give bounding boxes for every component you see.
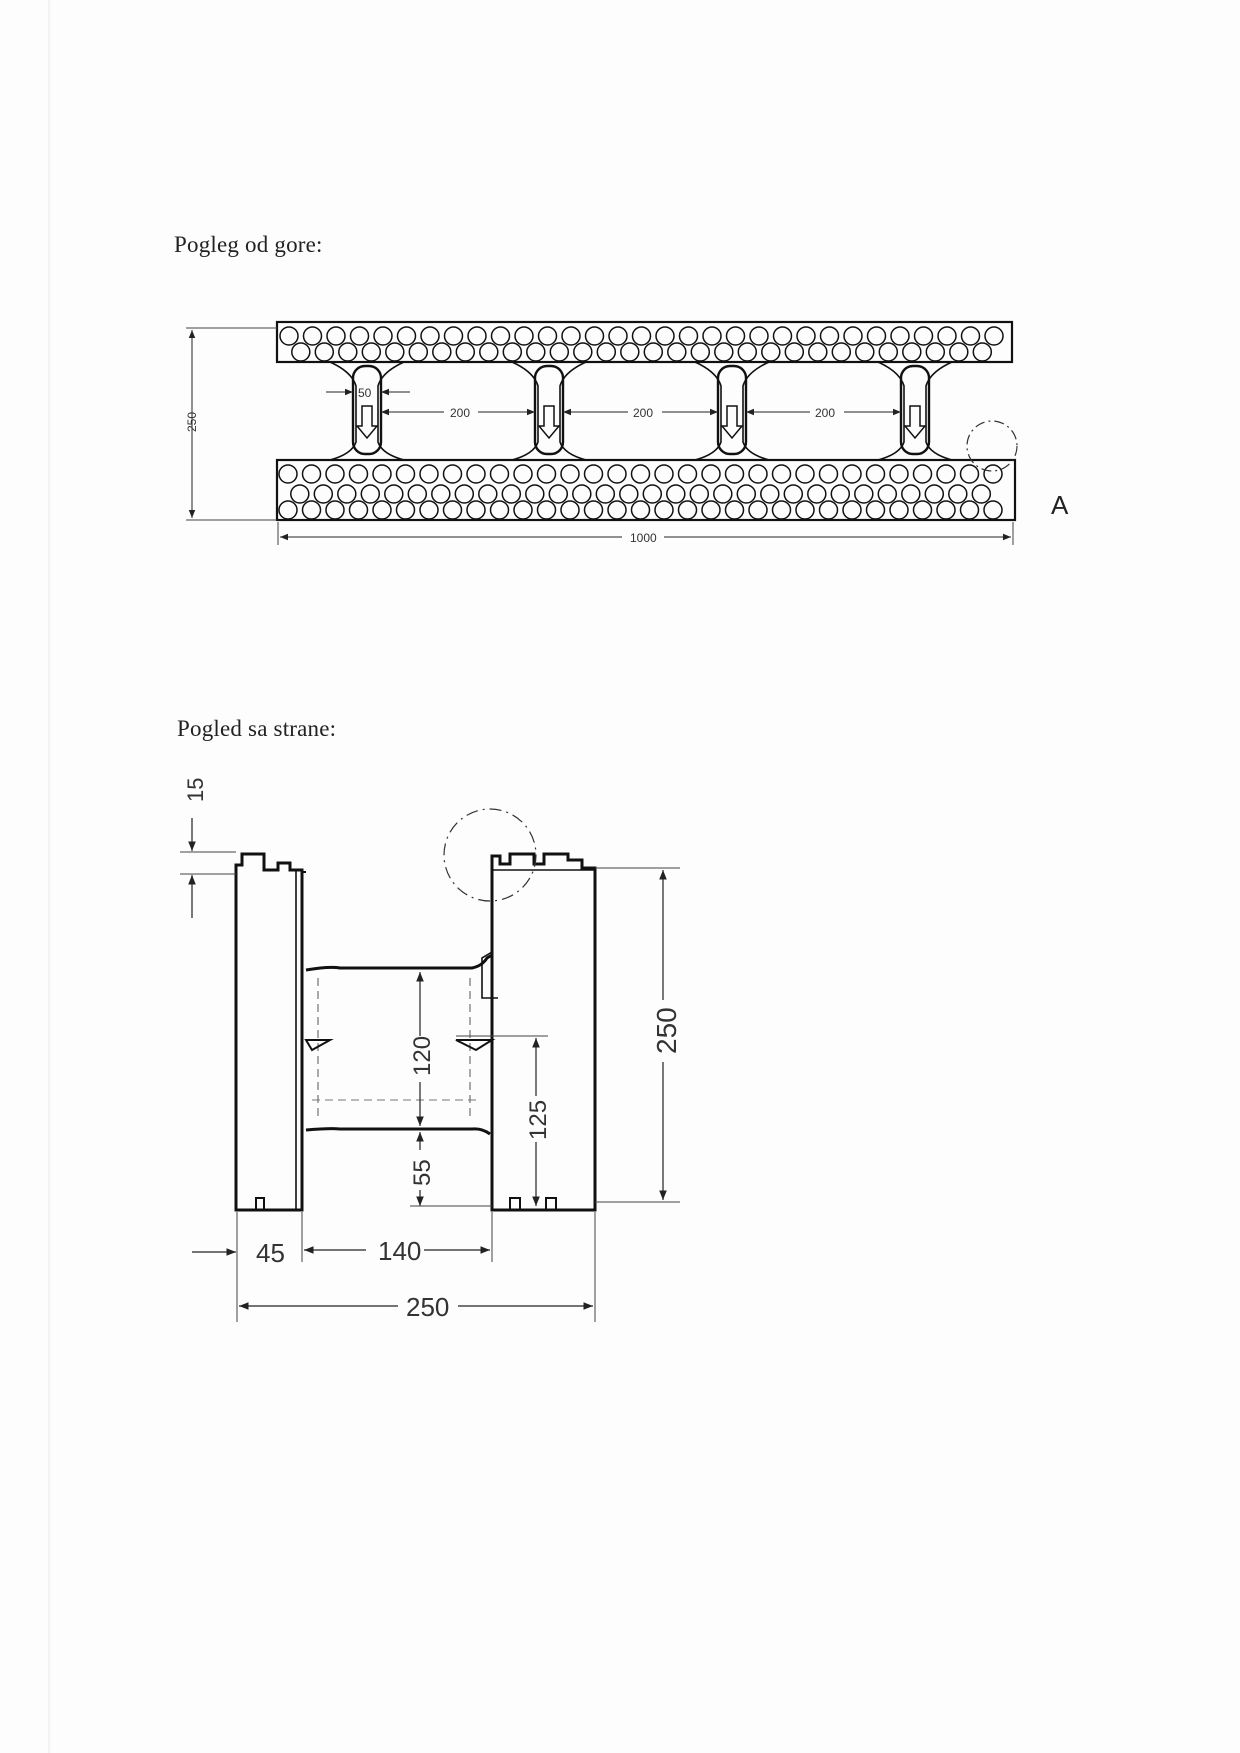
wall-thickness-dimension: 45 (256, 1238, 285, 1268)
right-height-dimension: 250 (651, 1007, 682, 1054)
total-width-dimension: 250 (406, 1292, 450, 1322)
spacing-dimension-3: 200 (815, 406, 836, 420)
tie-connector (695, 362, 769, 460)
bottom-dimension: 55 (409, 1159, 436, 1186)
top-view-drawing (185, 322, 1069, 545)
inner-height-dimension: 120 (409, 1035, 436, 1076)
lower-wall-circle-pattern (279, 465, 1002, 519)
spacing-dimension-1: 200 (450, 406, 471, 420)
tie-web-upper (306, 955, 492, 970)
tie-web-lower (306, 1129, 490, 1134)
left-panel (236, 854, 302, 1210)
detail-circle (967, 421, 1017, 471)
length-dimension: 1000 (630, 531, 657, 545)
side-view-heading: Pogled sa strane: (177, 716, 337, 741)
tie-connector (512, 362, 586, 460)
side-view-drawing (236, 809, 595, 1210)
side-view-dimensions (180, 778, 682, 1322)
tie-connector (330, 362, 404, 460)
top-view-lower-wall (277, 460, 1015, 520)
tie-clip-right (456, 1040, 492, 1050)
tie-width-dimension: 50 (358, 386, 372, 400)
top-height-dimension: 250 (185, 411, 199, 432)
lower-height-dimension: 125 (525, 1099, 552, 1140)
upper-wall-circle-pattern (280, 327, 1003, 361)
right-panel (492, 854, 595, 1210)
spacing-dimension-2: 200 (633, 406, 654, 420)
tie-connector (878, 362, 952, 460)
section-label: A (1051, 490, 1069, 520)
top-lip-dimension: 15 (183, 777, 208, 802)
gap-dimension: 140 (378, 1236, 422, 1266)
top-view-heading: Pogleg od gore: (174, 232, 323, 257)
